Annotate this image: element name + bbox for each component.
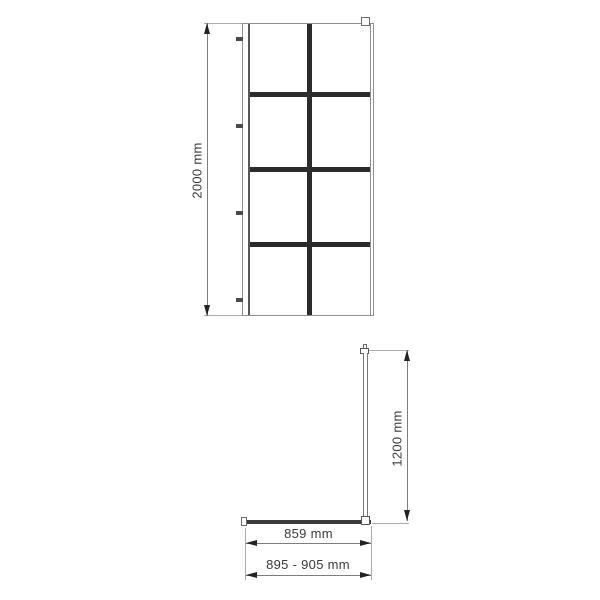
arrowhead-right <box>360 572 371 578</box>
arrowhead-up <box>404 350 410 361</box>
grid-horizontal-bar-1 <box>250 92 370 97</box>
wall-fixing-tab-3 <box>236 211 243 215</box>
glass-width-dimension-label: 859 mm <box>284 526 333 541</box>
arrowhead-down <box>404 510 410 521</box>
wall-fixing-tab-4 <box>236 298 243 302</box>
arrowhead-up <box>204 23 210 34</box>
arrowhead-right <box>360 540 371 546</box>
arrowhead-down <box>204 305 210 316</box>
wall-profile-end-cap <box>241 517 247 526</box>
extension-line-bar-top <box>369 350 409 351</box>
depth-dimension-label: 1200 mm <box>389 410 405 467</box>
wall-fixing-tab-1 <box>236 37 243 41</box>
extension-line-below-right <box>371 526 372 580</box>
dimension-line-depth <box>407 350 408 521</box>
dimension-line-glass-width <box>246 543 371 544</box>
screen-right-inner-line <box>370 24 371 315</box>
dimension-line-height <box>207 23 208 316</box>
arrowhead-left <box>246 572 257 578</box>
height-dimension-label: 2000 mm <box>189 142 205 199</box>
dimension-line-overall-width <box>246 575 371 576</box>
grid-horizontal-bar-3 <box>250 242 370 247</box>
support-bar <box>363 353 368 521</box>
support-bar-clamp <box>361 17 370 26</box>
glass-panel-plan <box>245 520 371 524</box>
overall-width-dimension-label: 895 - 905 mm <box>266 557 350 572</box>
grid-horizontal-bar-2 <box>250 167 370 172</box>
wall-fixing-tab-2 <box>236 124 243 128</box>
extension-line-panel-right <box>372 523 409 524</box>
support-bar-foot-bracket <box>361 516 370 525</box>
